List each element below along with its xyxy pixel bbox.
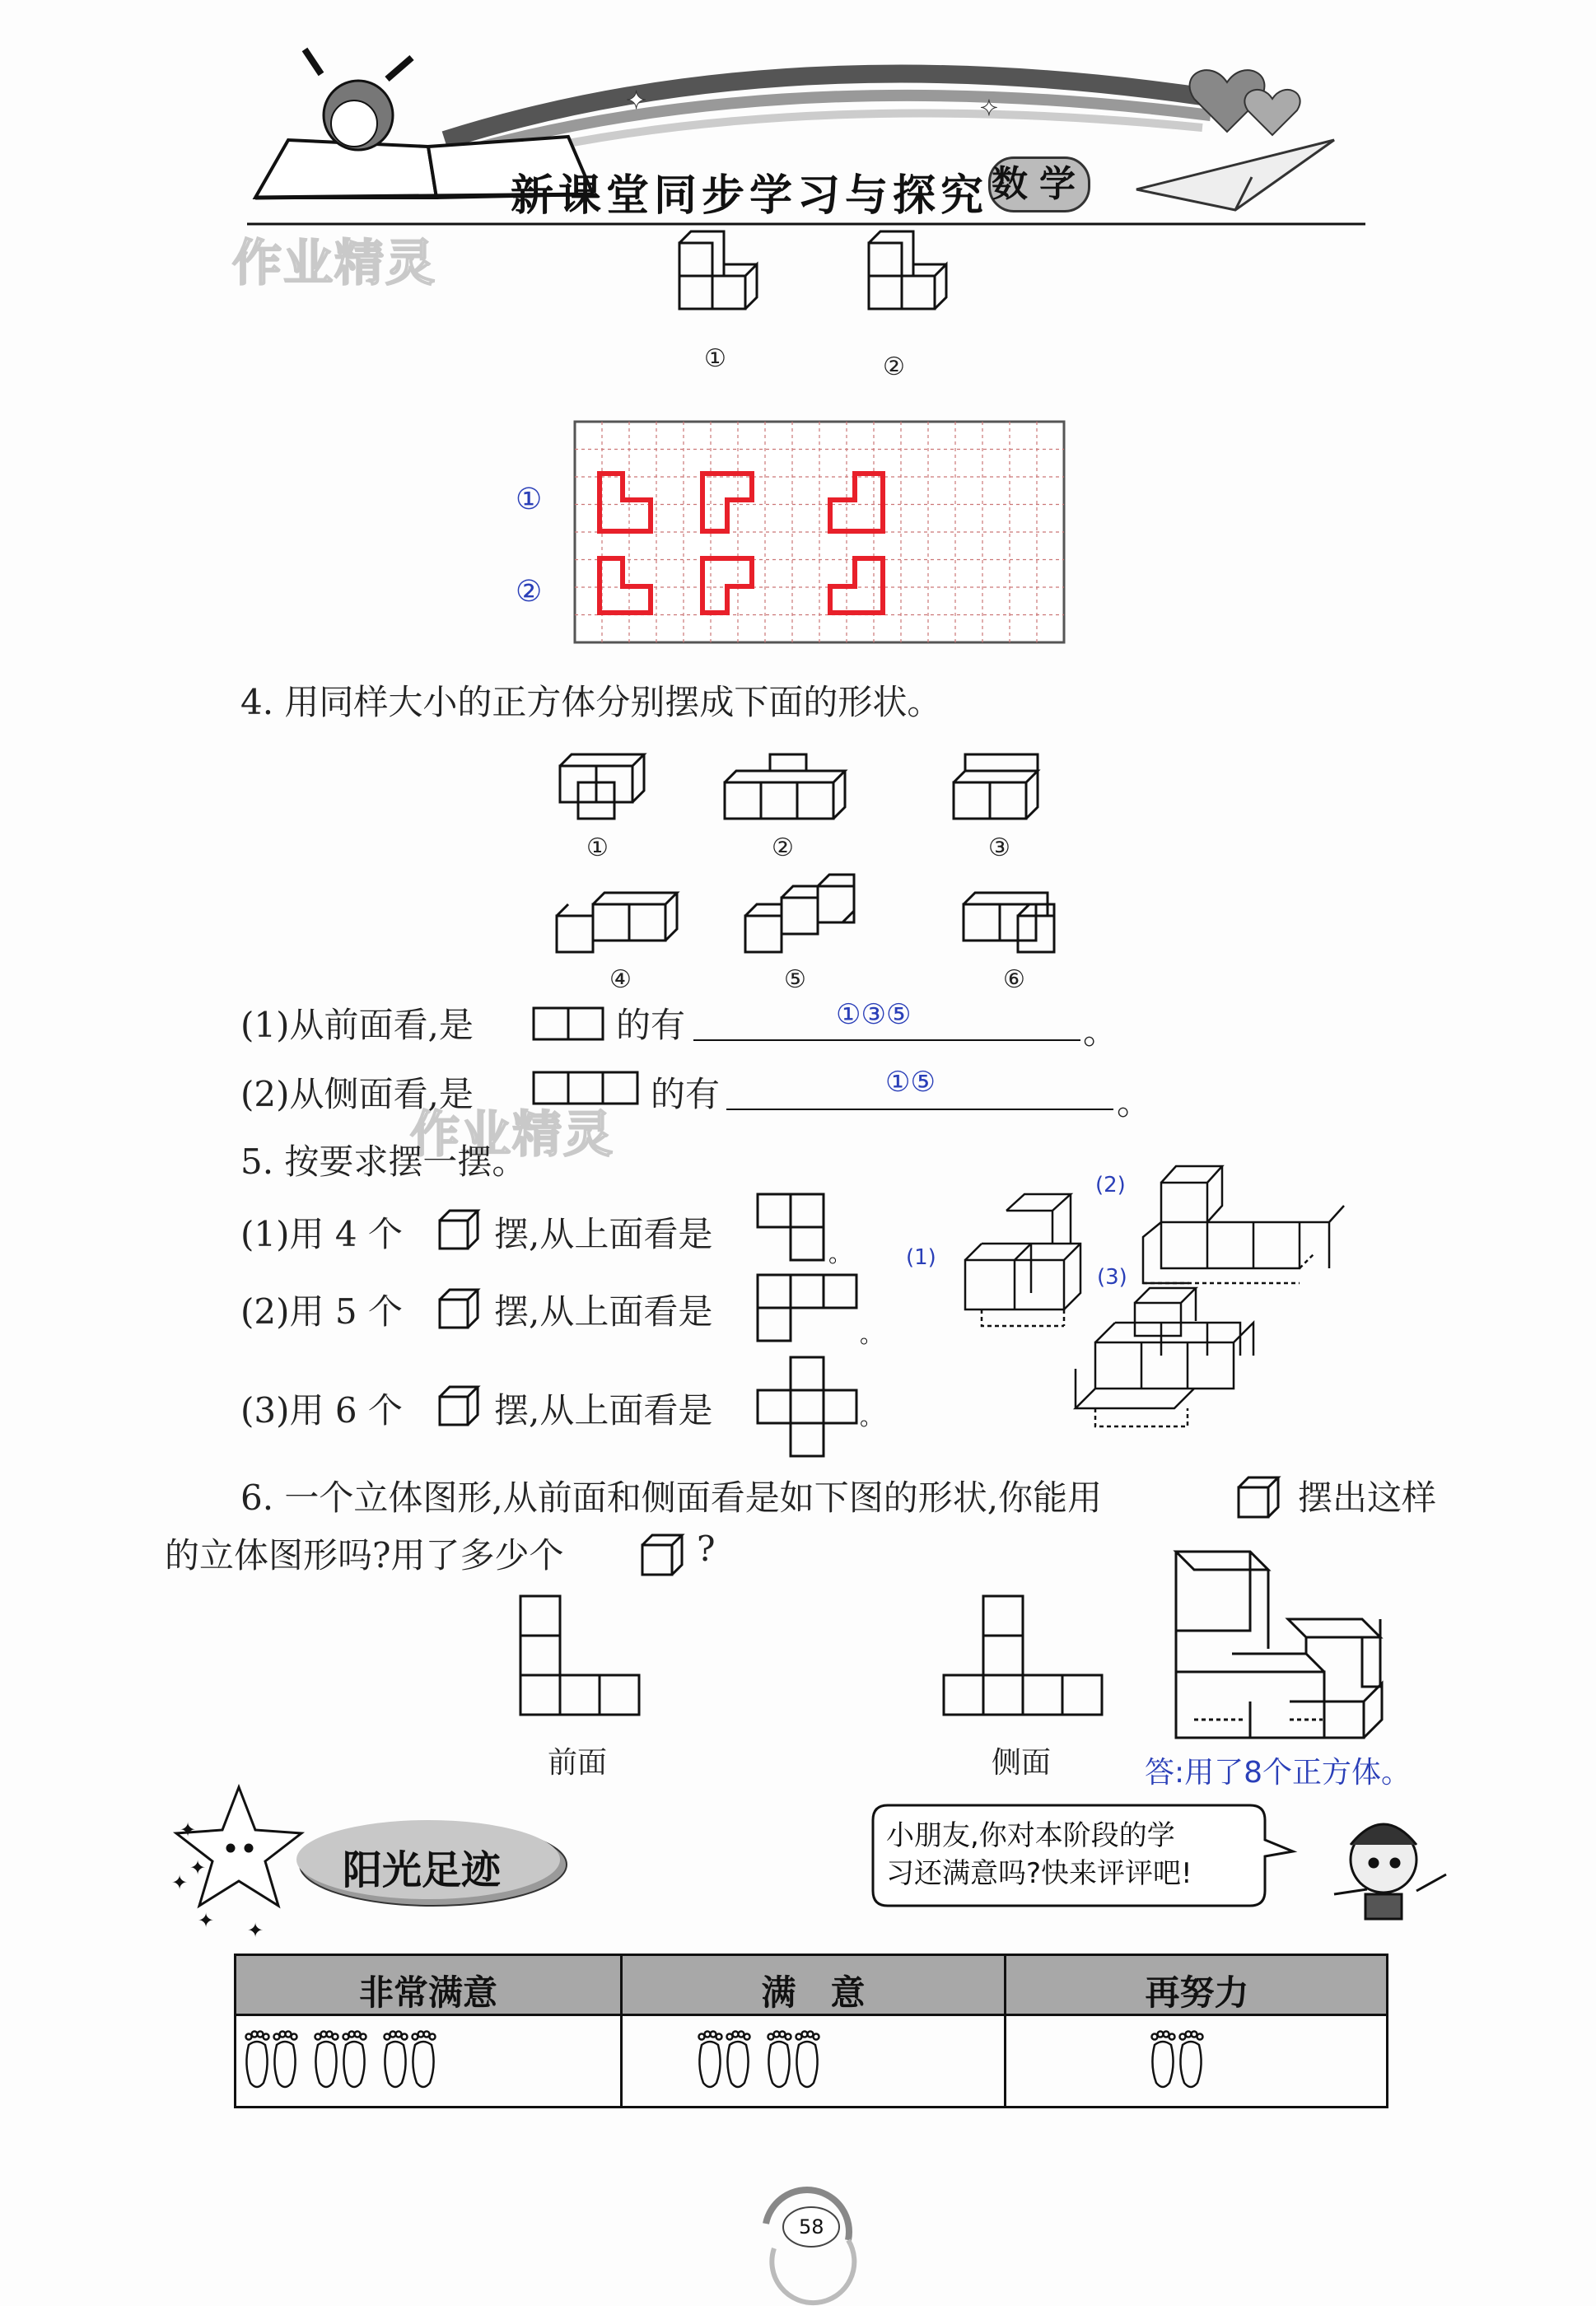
page-number: 58 (799, 2215, 824, 2238)
svg-text:✦: ✦ (189, 1856, 207, 1879)
q3-figure-1-label: ① (704, 344, 726, 373)
q4-sub2-suffix: 的有 (651, 1074, 721, 1114)
bubble-line-1: 小朋友,你对本阶段的学 (886, 1819, 1175, 1852)
svg-text:✦: ✦ (247, 1919, 264, 1942)
watermark-2: 作业精灵 (410, 1106, 614, 1164)
q6-text-line2: 的立体图形吗?用了多少个 (165, 1535, 564, 1575)
q4-label-3: ③ (988, 833, 1010, 862)
q6-side-label: 侧面 (992, 1746, 1052, 1780)
rating-col-try-harder[interactable]: 再努力 (1145, 1972, 1249, 2013)
q6-text-line1-end: 摆出这样 (1298, 1477, 1437, 1518)
q5-item-1-prefix: (1)用 4 个 (240, 1214, 403, 1254)
q3-row-1-label: ① (516, 483, 543, 516)
svg-text:。: 。 (860, 1403, 884, 1431)
q4-sub1-answer: ①③⑤ (836, 998, 912, 1031)
q5-answer-2-label: (2) (1095, 1173, 1126, 1197)
q6-text-line2-end: ? (697, 1529, 716, 1569)
svg-text:✦: ✦ (626, 86, 647, 115)
q5-text: 5. 按要求摆一摆。 (240, 1141, 527, 1182)
q5-item-2-prefix: (2)用 5 个 (240, 1291, 403, 1332)
rating-col-satisfied[interactable]: 满 意 (761, 1972, 866, 2013)
book-title: 新课堂同步学习与探究 (511, 171, 989, 221)
svg-text:✦: ✦ (171, 1871, 189, 1894)
svg-text:✦: ✦ (198, 1909, 215, 1932)
bubble-line-2: 习还满意吗?快来评评吧! (886, 1857, 1192, 1890)
q3-row-2-label: ② (516, 575, 543, 609)
q4-sub1-prefix: (1)从前面看,是 (240, 1005, 474, 1045)
q5-item-1-suffix: 摆,从上面看是 (494, 1214, 713, 1254)
subject-badge: 数学 (988, 156, 1090, 212)
q4-label-1: ① (586, 833, 609, 862)
q4-label-4: ④ (609, 965, 632, 994)
q4-sub2-prefix: (2)从侧面看,是 (240, 1074, 474, 1114)
q5-answer-1-label: (1) (906, 1245, 936, 1270)
q4-text: 4. 用同样大小的正方体分别摆成下面的形状。 (240, 682, 942, 722)
q5-item-2-suffix: 摆,从上面看是 (494, 1291, 713, 1332)
svg-text:✦: ✦ (980, 96, 998, 121)
svg-text:。: 。 (860, 1321, 884, 1348)
q4-sub2-period: 。 (1117, 1082, 1152, 1123)
q4-sub2-answer: ①⑤ (885, 1066, 936, 1099)
q6-front-label: 前面 (548, 1746, 608, 1780)
svg-text:。: 。 (828, 1240, 852, 1267)
q5-answer-3-label: (3) (1097, 1265, 1127, 1290)
q6-text-line1: 6. 一个立体图形,从前面和侧面看是如下图的形状,你能用 (240, 1477, 1103, 1518)
q4-label-5: ⑤ (784, 965, 806, 994)
rating-col-very-satisfied[interactable]: 非常满意 (358, 1972, 497, 2013)
q4-label-2: ② (772, 833, 794, 862)
svg-text:✦: ✦ (180, 1818, 197, 1842)
q5-item-3-suffix: 摆,从上面看是 (494, 1390, 713, 1431)
q4-sub1-period: 。 (1083, 1011, 1118, 1052)
q3-figure-2-label: ② (883, 352, 905, 381)
q5-item-3-prefix: (3)用 6 个 (240, 1390, 403, 1431)
q4-label-6: ⑥ (1003, 965, 1025, 994)
q4-sub1-suffix: 的有 (616, 1005, 686, 1045)
watermark: 作业精灵 (232, 235, 436, 292)
sunshine-badge: 阳光足迹 (343, 1847, 502, 1893)
q6-answer: 答:用了8个正方体。 (1145, 1756, 1412, 1790)
